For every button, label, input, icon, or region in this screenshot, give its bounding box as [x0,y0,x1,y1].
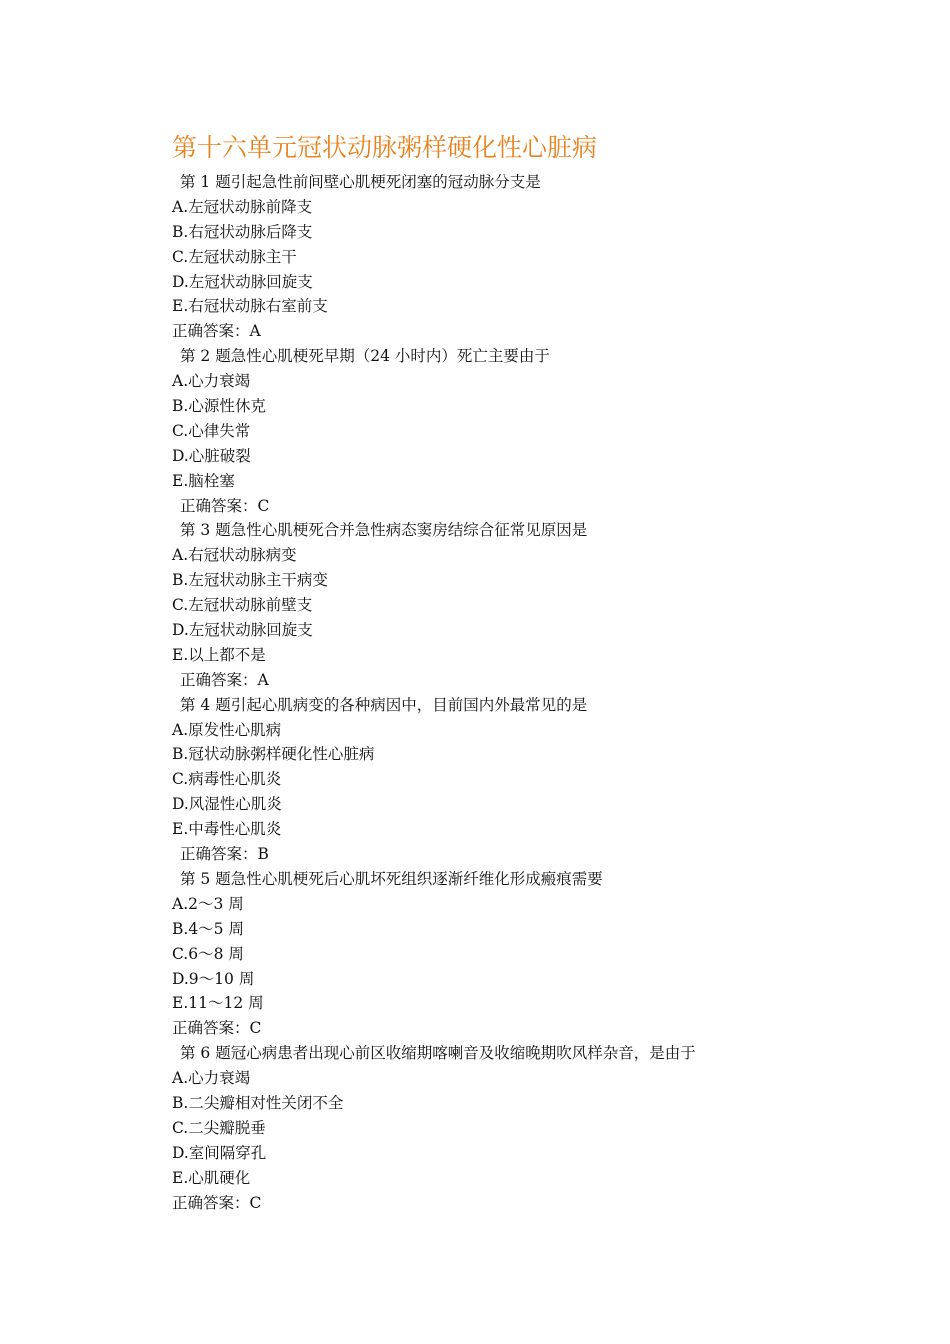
question-option: B.二尖瓣相对性关闭不全 [172,1093,344,1112]
question-option: C.二尖瓣脱垂 [172,1118,266,1137]
question-stem: 第 3 题急性心肌梗死合并急性病态窦房结综合征常见原因是 [180,521,588,540]
question-block [172,518,872,692]
question-block [172,867,872,1041]
question-option: C.左冠状动脉主干 [172,247,297,266]
question-option: E.11～12 周 [172,994,264,1013]
question-option: A.心力衰竭 [172,1069,251,1088]
question-option: D.9～10 周 [172,969,255,988]
correct-answer: 正确答案：A [172,322,261,341]
question-block [172,1041,872,1215]
question-option: D.左冠状动脉回旋支 [172,621,313,640]
question-option: D.左冠状动脉回旋支 [172,272,313,291]
correct-answer: 正确答案：C [180,496,270,515]
question-option: A.2～3 周 [172,894,244,913]
document-page [172,130,872,1215]
question-option: E.心肌硬化 [172,1168,251,1187]
question-option: E.脑栓塞 [172,471,235,490]
question-block [172,344,872,518]
question-option: A.左冠状动脉前降支 [172,197,313,216]
question-stem: 第 2 题急性心肌梗死早期（24 小时内）死亡主要由于 [180,347,550,366]
question-stem: 第 1 题引起急性前间壁心肌梗死闭塞的冠动脉分支是 [180,173,541,191]
question-stem: 第 6 题冠心病患者出现心前区收缩期喀喇音及收缩晚期吹风样杂音，是由于 [180,1044,696,1063]
question-stem: 第 5 题急性心肌梗死后心肌坏死组织逐渐纤维化形成瘢痕需要 [180,869,603,888]
question-stem: 第 4 题引起心肌病变的各种病因中，目前国内外最常见的是 [180,695,588,714]
question-option: A.心力衰竭 [172,372,251,391]
correct-answer: 正确答案：B [180,845,269,864]
question-option: D.风湿性心肌炎 [172,795,282,814]
page-title: 第十六单元冠状动脉粥样硬化性心脏病 [172,133,598,162]
question-option: D.心脏破裂 [172,446,251,465]
question-option: A.右冠状动脉病变 [172,546,297,565]
question-option: A.原发性心肌病 [172,720,282,739]
question-option: E.右冠状动脉右室前支 [172,297,328,316]
correct-answer: 正确答案：C [172,1019,262,1038]
question-option: B.右冠状动脉后降支 [172,222,313,241]
question-list [172,170,872,1215]
correct-answer: 正确答案：C [172,1193,262,1212]
question-option: C.左冠状动脉前壁支 [172,596,313,615]
question-option: D.室间隔穿孔 [172,1143,267,1162]
question-option: E.中毒性心肌炎 [172,820,282,839]
question-option: C.6～8 周 [172,944,244,963]
question-option: B.心源性休克 [172,397,266,416]
question-option: E.以上都不是 [172,645,266,664]
question-option: B.冠状动脉粥样硬化性心脏病 [172,745,375,764]
question-option: C.病毒性心肌炎 [172,770,282,789]
question-option: B.左冠状动脉主干病变 [172,571,328,590]
question-option: C.心律失常 [172,421,251,440]
question-block [172,170,872,344]
question-block [172,693,872,867]
question-option: B.4～5 周 [172,919,244,938]
correct-answer: 正确答案：A [180,670,269,689]
